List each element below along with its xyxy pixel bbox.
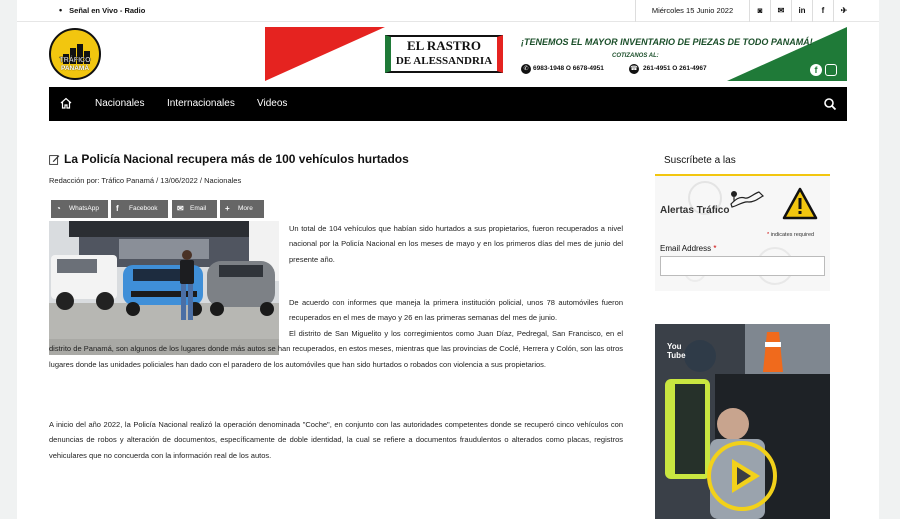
banner-slogan: ¡TENEMOS EL MAYOR INVENTARIO DE PIEZAS DE TODO PANAMÁ! <box>521 37 813 47</box>
ad-banner[interactable] <box>265 27 847 81</box>
banner-facebook-icon: f <box>810 64 822 76</box>
banner-phones-whatsapp: 6983-1948 O 6678-4951 <box>533 65 604 72</box>
whatsapp-icon: ✆ <box>521 64 531 74</box>
whatsapp-icon: ◔ <box>56 204 61 213</box>
share-label: WhatsApp <box>69 205 99 212</box>
share-facebook-button[interactable] <box>111 200 168 218</box>
nav-item-nacionales[interactable]: Nacionales <box>95 98 145 109</box>
plus-icon: + <box>225 204 230 213</box>
video-thumbnail[interactable] <box>655 324 830 519</box>
banner-brand-line2: DE ALESSANDRIA <box>395 55 493 67</box>
required-note <box>767 232 814 238</box>
share-whatsapp-button[interactable] <box>51 200 108 218</box>
email-label-text: Email Address <box>660 244 712 253</box>
instagram-icon[interactable]: ◙ <box>749 0 770 22</box>
search-icon[interactable] <box>823 97 837 111</box>
email-label <box>660 244 717 253</box>
live-radio-link[interactable]: • Señal en Vivo - Radio <box>59 5 145 15</box>
article-byline: Redacción por: Tráfico Panamá / 13/06/2022 / Nacionales <box>49 176 242 185</box>
nav-item-internacionales[interactable]: Internacionales <box>167 98 235 109</box>
play-icon[interactable] <box>707 441 777 511</box>
panama-map-icon <box>729 186 765 210</box>
share-more-button[interactable] <box>220 200 264 218</box>
play-triangle-inner <box>737 467 751 485</box>
alert-title: Alertas Tráfico <box>660 205 730 216</box>
youtube-logo <box>667 342 686 360</box>
banner-phones-landline: 261-4951 O 261-4967 <box>643 65 707 72</box>
share-email-button[interactable] <box>172 200 217 218</box>
facebook-icon[interactable]: f <box>812 0 833 22</box>
top-bar <box>17 0 879 22</box>
page <box>17 0 879 519</box>
chat-icon[interactable]: ✉ <box>770 0 791 22</box>
home-icon[interactable] <box>59 96 73 110</box>
banner-brand-logo <box>385 35 503 73</box>
article-title-text: La Policía Nacional recupera más de 100 vehículos hurtados <box>64 152 409 166</box>
edit-icon <box>49 154 60 165</box>
article-title <box>49 152 409 166</box>
banner-brand-line1: EL RASTRO <box>406 38 482 53</box>
facebook-icon: f <box>116 204 119 213</box>
youtube-logo-line1: You <box>667 342 682 351</box>
share-label: More <box>238 205 253 212</box>
warning-icon <box>782 187 818 220</box>
article-paragraph: Un total de 104 vehículos que habían sido hurtados a sus propietarios, fueron recuperados a nivel nacional por la Policía Nacional en los meses de mayo y en los primeros días del mes de junio del presente año. <box>289 224 623 264</box>
logo-text-top: TRÁFICO <box>59 57 91 64</box>
nav-item-videos[interactable]: Videos <box>257 98 288 109</box>
phone-icon: ☎ <box>630 66 638 72</box>
youtube-logo-line2: Tube <box>667 351 686 360</box>
site-logo[interactable] <box>49 28 101 80</box>
required-star: * <box>767 232 770 238</box>
banner-instagram-icon <box>825 64 837 76</box>
current-date: Miércoles 15 Junio 2022 <box>635 0 749 22</box>
required-note-text: indicates required <box>770 232 815 238</box>
article-paragraph: De acuerdo con informes que maneja la primera institución policial, unos 78 automóviles fueron recuperados en el mes de mayo y 26 en las primeras semanas del mes de junio. <box>289 298 623 323</box>
article-paragraph: A inicio del año 2022, la Policía Nacional realizó la operación denominada "Coche", en conjunto con las autoridades competentes donde se recuperó cinco vehículos con denuncias de robos y alteración de documentos, específicamente de doble identidad, la cual se refiere a documentos fraudulentos o alterados como placas, registros vehiculares que no concuerda con la información real de los autos. <box>49 420 623 460</box>
share-label: Email <box>190 205 207 212</box>
share-label: Facebook <box>129 205 158 212</box>
banner-red-stripe <box>265 27 385 81</box>
linkedin-icon[interactable]: in <box>791 0 812 22</box>
article-paragraph: El distrito de San Miguelito y los corregimientos como Juan Díaz, Pedregal, San Francisco, en el distrito de Panamá, son algunos de los lugares donde más autos se han recuperados, en estos meses, mientras que las provincias de Coclé, Herrera y Colón, son las otros lugares donde las unidades policiales han dado con el paradero de los automóviles que han sido hurtados o robados con violencia a sus propietarios. <box>49 329 623 369</box>
banner-cotizanos: COTIZANOS AL: <box>612 53 659 59</box>
logo-text-bottom: PANAMÁ <box>60 65 90 72</box>
required-star: * <box>713 244 717 253</box>
email-field[interactable] <box>660 256 825 276</box>
twitter-icon[interactable]: ✈ <box>833 0 854 22</box>
main-nav <box>49 87 847 121</box>
email-icon: ✉ <box>177 204 184 213</box>
subscribe-title: Suscríbete a las <box>664 155 736 166</box>
